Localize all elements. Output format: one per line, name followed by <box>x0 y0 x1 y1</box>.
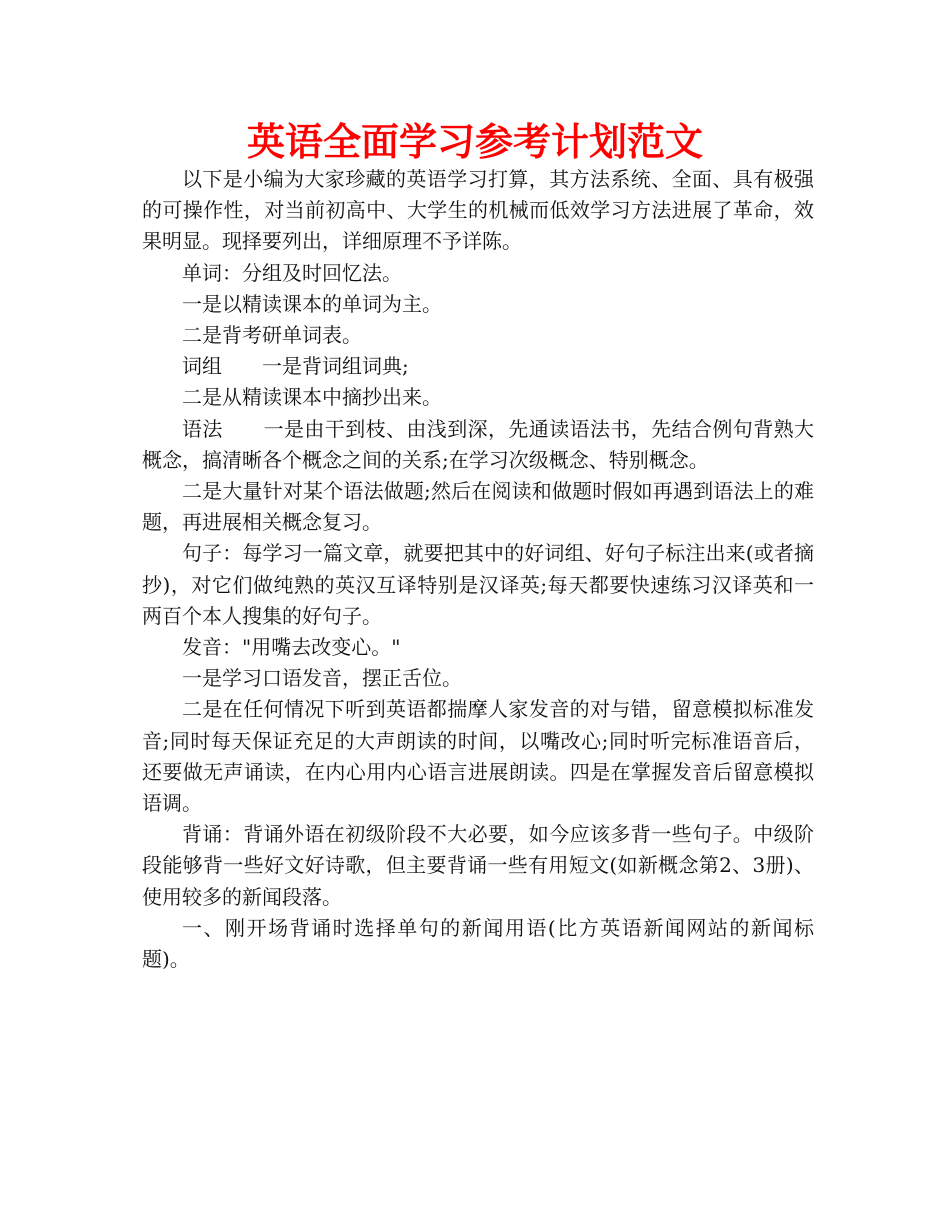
paragraph-words: 单词：分组及时回忆法。 <box>182 260 402 285</box>
paragraph-pronunciation: 发音："用嘴去改变心。" <box>182 635 401 660</box>
paragraph-phrases: 词组 一是背词组词典; <box>182 354 409 379</box>
paragraph-sentences: 句子：每学习一篇文章，就要把其中的好词组、好句子标注出来(或者摘抄)，对它们做纯熟的英汉互译特别是汉译英;每天都要快速练习汉译英和一两百个本人搜集的好句子。 <box>142 541 814 628</box>
paragraph-grammar: 语法 一是由干到枝、由浅到深，先通读语法书，先结合例句背熟大概念，搞清晰各个概念之间的关系;在学习次级概念、特别概念。 <box>142 416 814 472</box>
paragraph-words-2: 二是背考研单词表。 <box>182 323 362 348</box>
paragraph-grammar-2: 二是大量针对某个语法做题;然后在阅读和做题时假如再遇到语法上的难题，再进展相关概念复习。 <box>142 479 814 535</box>
paragraph-words-1: 一是以精读课本的单词为主。 <box>182 291 442 316</box>
paragraph-pronunciation-1: 一是学习口语发音，摆正舌位。 <box>182 666 462 691</box>
paragraph-intro: 以下是小编为大家珍藏的英语学习打算，其方法系统、全面、具有极强的可操作性，对当前初高中、大学生的机械而低效学习方法进展了革命，效果明显。现择要列出，详细原理不予详陈。 <box>142 167 814 254</box>
paragraph-recitation-1: 一、刚开场背诵时选择单句的新闻用语(比方英语新闻网站的新闻标题)。 <box>142 915 814 972</box>
document-body <box>142 164 814 975</box>
paragraph-recitation: 背诵：背诵外语在初级阶段不大必要，如今应该多背一些句子。中级阶段能够背一些好文好诗歌，但主要背诵一些有用短文(如新概念第2、3册)、使用较多的新闻段落。 <box>142 822 814 909</box>
paragraph-pronunciation-2: 二是在任何情况下听到英语都揣摩人家发音的对与错，留意模拟标准发音;同时每天保证充足的大声朗读的时间，以嘴改心;同时听完标准语音后，还要做无声诵读，在内心用内心语言进展朗读。四是在掌握发音后留意模拟语调。 <box>142 697 814 816</box>
paragraph-phrases-2: 二是从精读课本中摘抄出来。 <box>182 385 442 410</box>
page-title: 英语全面学习参考计划范文 <box>246 120 703 164</box>
